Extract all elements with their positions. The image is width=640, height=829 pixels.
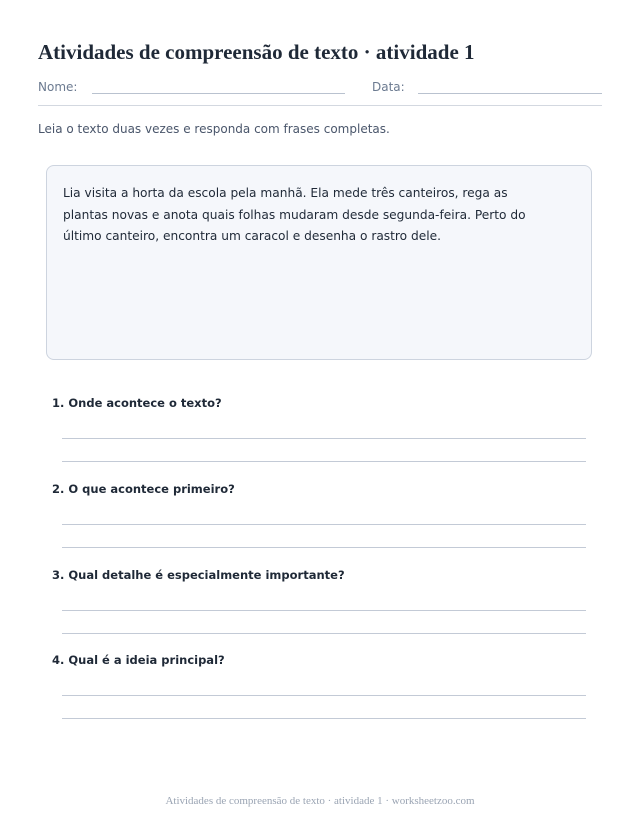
answer-line-3a[interactable] [62,610,586,611]
question-2: 2. O que acontece primeiro? [52,482,235,496]
question-1: 1. Onde acontece o texto? [52,396,222,410]
name-label: Nome: [38,80,78,94]
passage-line: último canteiro, encontra um caracol e desenha o rastro dele. [63,229,442,243]
page-title: Atividades de compreensão de texto · atividade 1 [38,40,475,64]
passage-line: plantas novas e anota quais folhas mudaram desde segunda-feira. Perto do [63,207,526,222]
date-label: Data: [372,80,405,94]
header-divider [38,105,602,106]
question-3: 3. Qual detalhe é especialmente importante? [52,568,345,582]
question-4: 4. Qual é a ideia principal? [52,653,225,667]
answer-line-2a[interactable] [62,524,586,525]
instructions: Leia o texto duas vezes e responda com frases completas. [38,122,390,136]
answer-line-1b[interactable] [62,461,586,462]
passage-line: Lia visita a horta da escola pela manhã. Ela mede três canteiros, rega as [63,186,508,200]
reading-passage [63,183,553,248]
answer-line-1a[interactable] [62,438,586,439]
date-field[interactable] [418,93,602,94]
page-footer: Atividades de compreensão de texto · atividade 1 · worksheetzoo.com [165,795,475,807]
reading-passage-box [46,165,592,360]
name-date-row [38,80,602,96]
answer-line-4b[interactable] [62,718,586,719]
name-field[interactable] [92,93,345,94]
answer-line-2b[interactable] [62,547,586,548]
answer-line-4a[interactable] [62,695,586,696]
answer-line-3b[interactable] [62,633,586,634]
